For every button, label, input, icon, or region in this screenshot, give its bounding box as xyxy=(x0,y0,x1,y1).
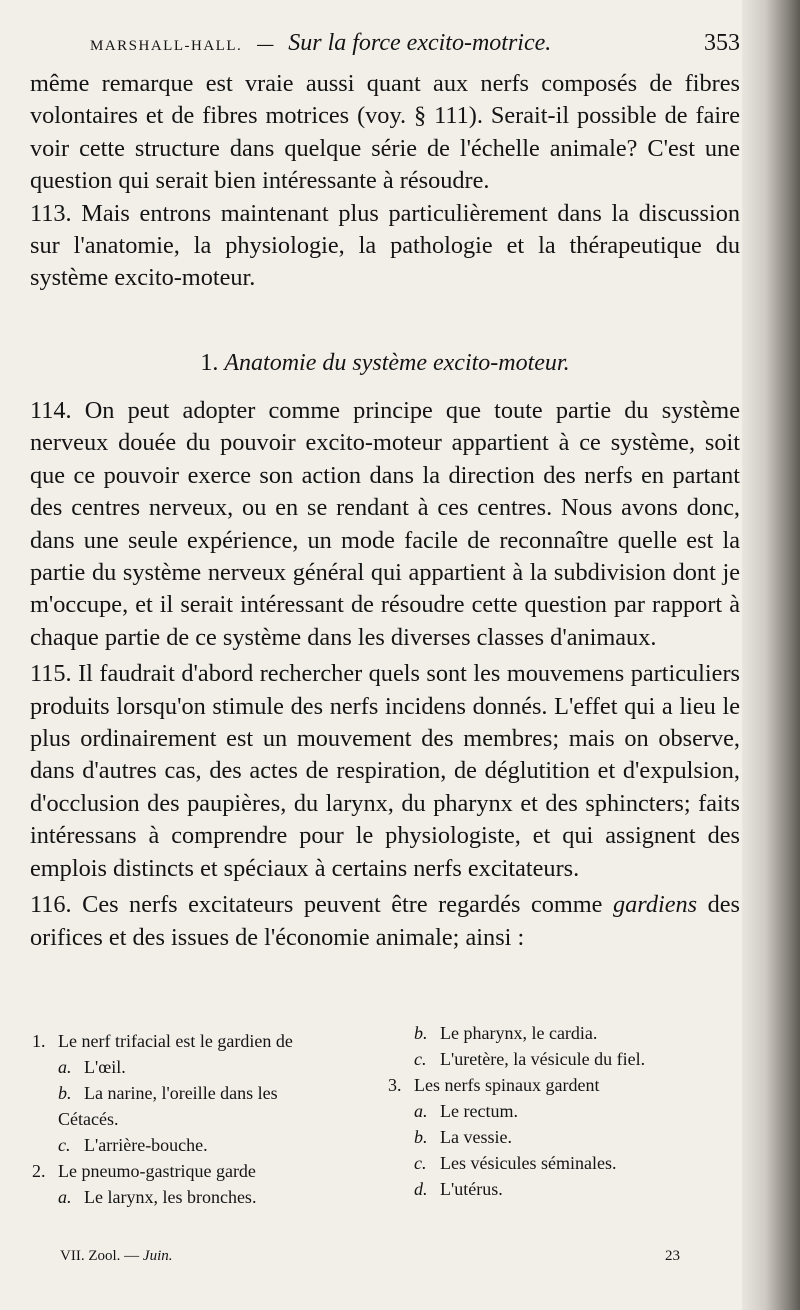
list-marker: d. xyxy=(414,1179,428,1199)
list-right-column xyxy=(388,1020,678,1202)
paragraph-116 xyxy=(30,889,740,954)
paragraph-116-start: 116. Ces nerfs excitateurs peuvent être regardés comme xyxy=(30,891,613,919)
list-marker: c. xyxy=(414,1049,427,1069)
list-text: Les nerfs spinaux gardent xyxy=(414,1075,600,1095)
list-marker: c. xyxy=(58,1135,71,1155)
list-item xyxy=(32,1028,332,1054)
section-title: Anatomie du système excito-moteur. xyxy=(224,350,570,376)
footer-signature-line xyxy=(60,1248,173,1265)
list-text: Le rectum. xyxy=(440,1101,518,1121)
footer-month: Juin. xyxy=(142,1248,173,1264)
footer-section: Zool. xyxy=(88,1248,121,1264)
footer-gathering-mark: 23 xyxy=(665,1248,680,1264)
list-text: L'œil. xyxy=(84,1057,126,1077)
list-text: L'arrière-bouche. xyxy=(84,1135,208,1155)
list-item xyxy=(32,1158,332,1184)
page-edge-shadow xyxy=(742,0,800,1310)
list-item xyxy=(388,1046,678,1072)
list-item xyxy=(388,1124,678,1150)
list-text: L'utérus. xyxy=(440,1179,503,1199)
footer-volume: VII. xyxy=(60,1248,85,1264)
paragraph-115: 115. Il faudrait d'abord rechercher quels sont les mouvemens particuliers produits lorsqu'on stimule des nerfs incidens donnés. L'effet qui a lieu le plus ordinairement est un mouvement des membres; mais on observe, dans d'autres cas, des actes de respiration, de déglutition et d'expulsion, d'occlusion des paupières, du larynx, du pharynx et des sphincters; faits intéressans à comprendre pour le physiologiste, et qui assignent des emplois distincts et spéciaux à certains nerfs excitateurs. xyxy=(30,660,740,882)
list-text: Le nerf trifacial est le gardien de xyxy=(58,1031,293,1051)
list-marker: c. xyxy=(414,1153,427,1173)
list-marker: a. xyxy=(58,1187,72,1207)
page-number: 353 xyxy=(704,30,740,56)
list-item xyxy=(388,1098,678,1124)
list-marker: b. xyxy=(414,1023,428,1043)
list-item xyxy=(32,1132,332,1158)
list-marker: b. xyxy=(414,1127,428,1147)
paragraph-continuation: même remarque est vraie aussi quant aux nerfs composés de fibres volontaires et de fibres motrices (voy. § 111). Serait-il possible de faire voir cette structure dans quelque série de l'échelle animale? C'est une question qui serait bien intéressante à résoudre. xyxy=(30,70,740,195)
list-item xyxy=(388,1176,678,1202)
list-text: Le pharynx, le cardia. xyxy=(440,1023,598,1043)
paragraph-113: 113. Mais entrons maintenant plus particulièrement dans la discussion sur l'anatomie, la physiologie, la pathologie et la thérapeutique du système excito-moteur. xyxy=(30,199,740,292)
header-author: MARSHALL-HALL. xyxy=(90,38,243,54)
section-heading xyxy=(30,350,740,377)
list-left-column xyxy=(32,1028,332,1210)
list-text: L'uretère, la vésicule du fiel. xyxy=(440,1049,646,1069)
list-item xyxy=(388,1072,678,1098)
list-text: Le pneumo-gastrique garde xyxy=(58,1161,256,1181)
list-text: Les vésicules séminales. xyxy=(440,1153,617,1173)
body-text-middle xyxy=(30,395,740,954)
paragraph-114: 114. On peut adopter comme principe que toute partie du système nerveux douée du pouvoir excito-moteur appartient à ce système, soit que ce pouvoir exerce son action dans la direction des nerfs en partant des centres nerveux, ou en se rendant à ces centres. Nous avons donc, dans une seule expérience, un mode facile de reconnaître quelle est la partie du système nerveux général qui appartient à la subdivision dont je m'occupe, et il serait intéressant de résoudre cette question par rapport à chaque partie de ce système dans les diverses classes d'animaux. xyxy=(30,397,740,651)
list-text: La narine, l'oreille dans les Cétacés. xyxy=(58,1083,278,1129)
paragraph-116-italic: gardiens xyxy=(612,891,698,919)
list-marker: 3. xyxy=(388,1075,402,1095)
header-separator: — xyxy=(256,34,275,55)
list-item xyxy=(388,1020,678,1046)
running-header xyxy=(90,30,740,66)
list-item xyxy=(32,1184,332,1210)
list-item xyxy=(32,1080,332,1132)
header-title: Sur la force excito-motrice. xyxy=(288,30,552,56)
list-marker: 1. xyxy=(32,1031,46,1051)
list-text: La vessie. xyxy=(440,1127,512,1147)
list-marker: a. xyxy=(58,1057,72,1077)
body-text-top xyxy=(30,68,740,295)
list-marker: b. xyxy=(58,1083,72,1103)
list-marker: 2. xyxy=(32,1161,46,1181)
footer-dash: — xyxy=(124,1248,140,1264)
paragraph-116-end: des orifices et des issues de l'économie animale; ainsi : xyxy=(30,891,740,951)
list-item xyxy=(388,1150,678,1176)
header-left xyxy=(90,30,551,57)
section-number: 1. xyxy=(200,350,219,376)
list-item xyxy=(32,1054,332,1080)
list-marker: a. xyxy=(414,1101,428,1121)
list-text: Le larynx, les bronches. xyxy=(84,1187,257,1207)
